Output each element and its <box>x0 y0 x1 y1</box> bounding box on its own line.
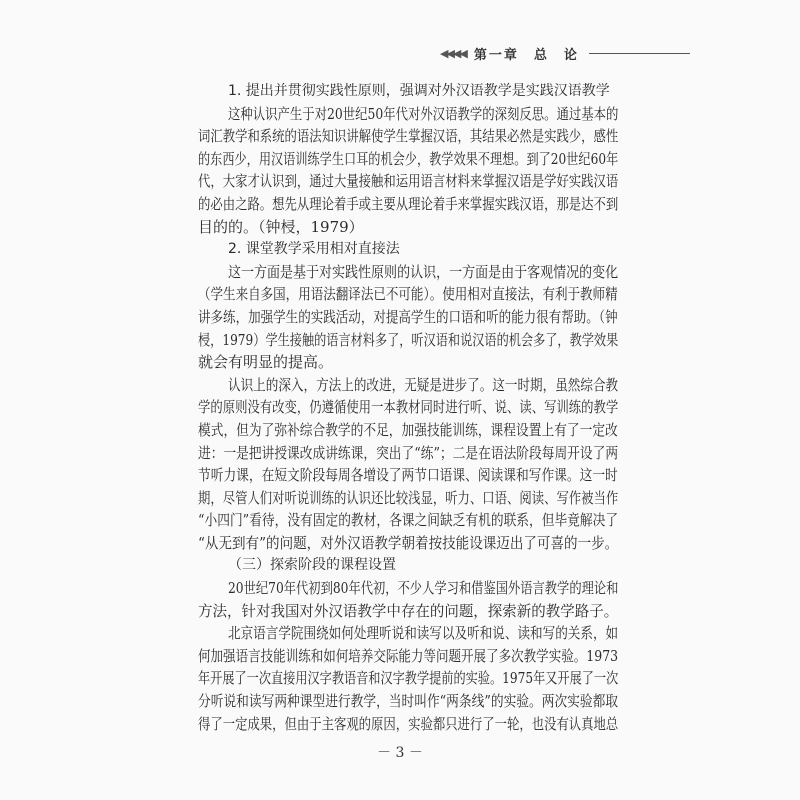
text-line: 讲多练，加强学生的实践活动，对提高学生的口语和听的能力很有帮助。（钟 <box>198 307 618 326</box>
arrow-ornament-icon: ◀◀◀◀ <box>440 46 466 60</box>
text-line: 这一方面是基于对实践性原则的认识，一方面是由于客观情况的变化 <box>228 262 619 281</box>
header-rule <box>589 53 690 54</box>
section-heading: 1. 提出并贯彻实践性原则，强调对外汉语教学是实践汉语教学 <box>228 83 610 99</box>
text-line: 目的的。（钟梫，1979） <box>198 217 364 236</box>
text-line: 何加强语言技能训练和如何培养交际能力等问题开展了多次教学实验。1973 <box>198 646 619 665</box>
running-head <box>440 44 690 62</box>
text-line: 20世纪70年代初到80年代初，不少人学习和借鉴国外语言教学的理论和 <box>228 579 619 598</box>
text-line: 分听说和读写两种课型进行教学，当时叫作“两条线”的实验。两次实验都取 <box>198 692 619 711</box>
page-number: － 3 － <box>377 745 423 761</box>
section-heading: 2. 课堂教学采用相对直接法 <box>228 241 400 258</box>
body-text <box>198 80 618 735</box>
text-line: 北京语言学院围绕如何处理听说和读写以及听和说、读和写的关系，如 <box>228 624 619 643</box>
text-line: 节听力课，在短文阶段每周各增设了两节口语课、阅读课和写作课。这一时 <box>198 466 618 485</box>
text-line: 方法，针对我国对外汉语教学中存在的问题，探索新的教学路子。 <box>198 601 619 620</box>
text-line: 进：一是把讲授课改成讲练课，突出了“练”；二是在语法阶段每周开设了两 <box>198 443 619 462</box>
text-line: 的必由之路。想先从理论着手或主要从理论着手来掌握实践汉语，那是达不到 <box>198 194 619 213</box>
text-line: 期，尽管人们对听说训练的认识还比较浅显，听力、口语、阅读、写作被当作 <box>198 488 619 507</box>
text-line: “小四门”看待，没有固定的教材，各课之间缺乏有机的联系，但毕竟解决了 <box>198 511 619 530</box>
text-line: 模式，但为了弥补综合教学的不足，加强技能训练，课程设置上有了一定改 <box>198 420 618 439</box>
chapter-title: 第一章 总 论 <box>473 47 579 63</box>
text-line: 词汇教学和系统的语法知识讲解使学生掌握汉语，其结果必然是实践少，感性 <box>198 127 619 146</box>
text-line: 学的原则没有改变，仍遵循使用一本教材同时进行听、说、读、写训练的教学 <box>198 398 619 417</box>
text-line: 得了一定成果，但由于主客观的原因，实验都只进行了一轮，也没有认真地总 <box>198 714 619 733</box>
text-line: 认识上的深入，方法上的改进，无疑是进步了。这一时期，虽然综合教 <box>228 375 619 394</box>
section-heading: （三）探索阶段的课程设置 <box>228 557 396 574</box>
text-line: 年开展了一次直接用汉字教语音和汉字教学提前的实验。1975年又开展了一次 <box>198 669 619 688</box>
text-line: 这种认识产生于对20世纪50年代对外汉语教学的深刻反思。通过基本的 <box>228 104 619 123</box>
text-line: “从无到有”的问题，对外汉语教学朝着按技能设课迈出了可喜的一步。 <box>198 533 619 552</box>
text-line: （学生来自多国，用语法翻译法已不可能）。使用相对直接法，有利于教师精 <box>198 285 618 304</box>
text-line: 代，大家才认识到，通过大量接触和运用语言材料来掌握汉语是学好实践汉语 <box>198 172 619 191</box>
text-line: 的东西少，用汉语训练学生口耳的机会少，教学效果不理想。到了20世纪60年 <box>198 149 619 168</box>
text-line: 梫，1979）学生接触的语言材料多了，听汉语和说汉语的机会多了，教学效果 <box>198 330 619 349</box>
text-line: 就会有明显的提高。 <box>198 353 334 372</box>
